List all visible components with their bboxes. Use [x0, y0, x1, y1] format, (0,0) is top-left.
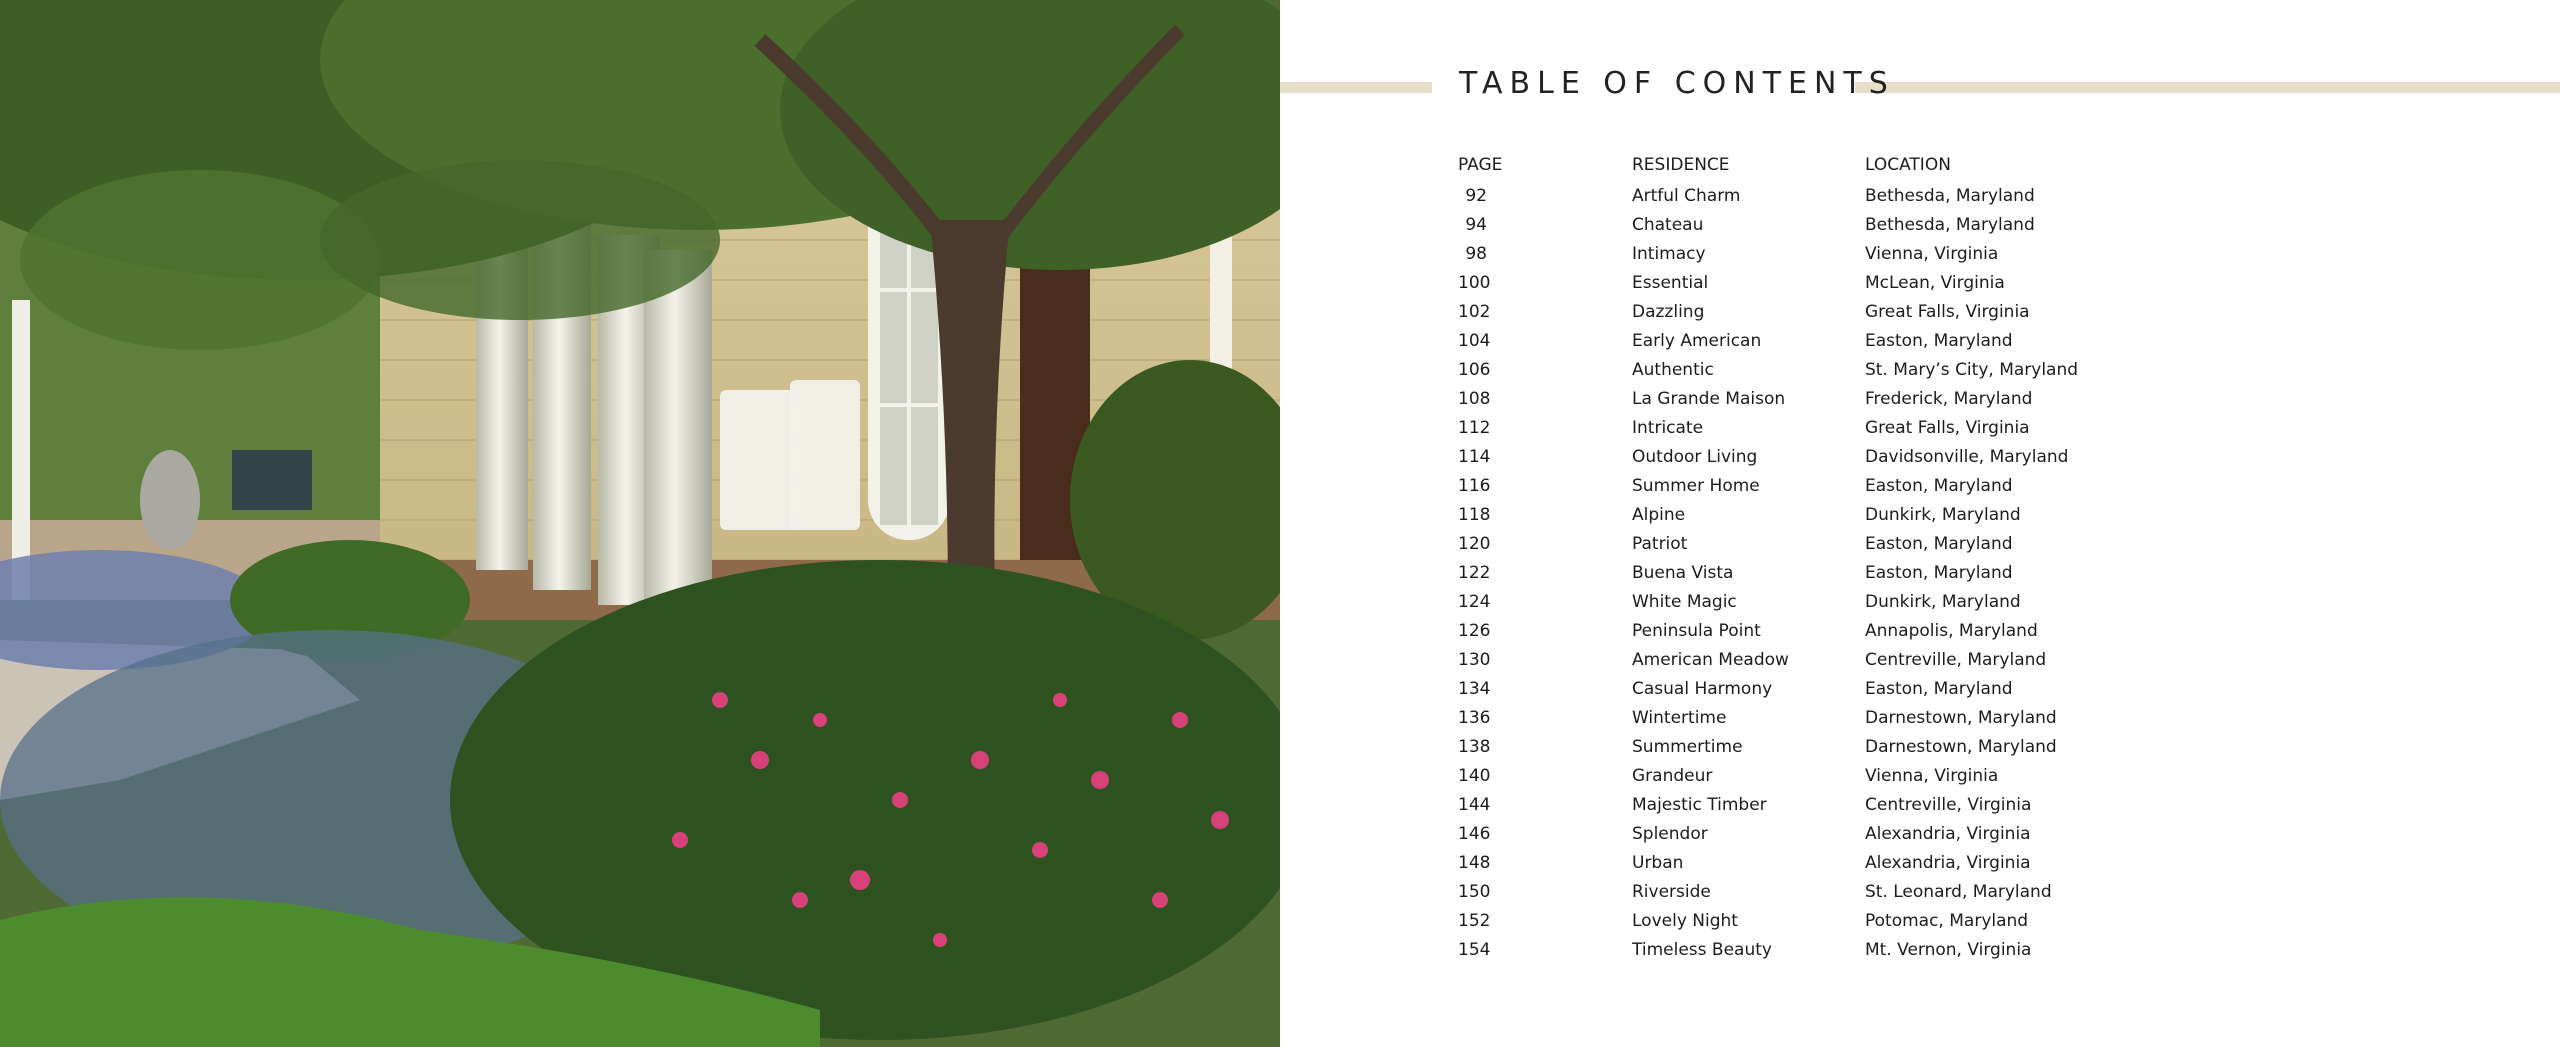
toc-residence: Wintertime	[1632, 707, 1727, 728]
toc-residence: Urban	[1632, 852, 1684, 873]
toc-residence: Casual Harmony	[1632, 678, 1773, 699]
toc-row	[1458, 877, 2125, 906]
toc-residence: Artful Charm	[1632, 185, 1741, 206]
toc-page-cell	[1458, 621, 1632, 641]
toc-row	[1458, 413, 2125, 442]
toc-page-number: 130	[1458, 649, 1491, 670]
toc-residence: Outdoor Living	[1632, 446, 1758, 467]
toc-residence: Early American	[1632, 330, 1762, 351]
toc-location: Mt. Vernon, Virginia	[1865, 939, 2032, 960]
toc-page-number: 144	[1458, 794, 1491, 815]
toc-row	[1458, 616, 2125, 645]
toc-location: Bethesda, Maryland	[1865, 214, 2035, 235]
toc-row	[1458, 848, 2125, 877]
toc-row	[1458, 355, 2125, 384]
toc-row	[1458, 819, 2125, 848]
toc-row	[1458, 442, 2125, 471]
toc-page-number: 94	[1465, 214, 1487, 235]
toc-page-cell	[1458, 331, 1632, 351]
toc-page-cell	[1458, 679, 1632, 699]
toc-row	[1458, 239, 2125, 268]
toc-location: Vienna, Virginia	[1865, 243, 1999, 264]
toc-page-cell	[1458, 302, 1632, 322]
toc-page-cell	[1458, 186, 1632, 206]
toc-page-number: 118	[1458, 504, 1491, 525]
toc-page-number: 98	[1465, 243, 1487, 264]
toc-location: Alexandria, Virginia	[1865, 852, 2031, 873]
toc-location: Annapolis, Maryland	[1865, 620, 2038, 641]
toc-rows	[1458, 181, 2125, 964]
toc-location: Bethesda, Maryland	[1865, 185, 2035, 206]
toc-location: Darnestown, Maryland	[1865, 707, 2057, 728]
toc-residence: Intimacy	[1632, 243, 1706, 264]
toc-location: Easton, Maryland	[1865, 330, 2013, 351]
toc-residence: Summer Home	[1632, 475, 1760, 496]
toc-page-cell	[1458, 476, 1632, 496]
header-residence: RESIDENCE	[1632, 155, 1730, 175]
toc-page-number: 150	[1458, 881, 1491, 902]
header-page: PAGE	[1458, 155, 1503, 175]
toc-row	[1458, 558, 2125, 587]
toc-location: Easton, Maryland	[1865, 533, 2013, 554]
toc-row	[1458, 529, 2125, 558]
toc-location: McLean, Virginia	[1865, 272, 2005, 293]
toc-page-number: 92	[1465, 185, 1487, 206]
title-rule-right	[1855, 82, 2560, 93]
toc-page-cell	[1458, 534, 1632, 554]
toc-location: Easton, Maryland	[1865, 475, 2013, 496]
toc-page-number: 102	[1458, 301, 1491, 322]
toc-page-cell	[1458, 795, 1632, 815]
toc-location: Centreville, Maryland	[1865, 649, 2047, 670]
toc-page-number: 100	[1458, 272, 1491, 293]
toc-page-number: 114	[1458, 446, 1491, 467]
toc-page-number: 112	[1458, 417, 1491, 438]
toc-page-cell	[1458, 418, 1632, 438]
toc-page-cell	[1458, 592, 1632, 612]
title-rule-left	[1280, 82, 1432, 93]
toc-location: Easton, Maryland	[1865, 678, 2013, 699]
toc-page-cell	[1458, 563, 1632, 583]
toc-residence: American Meadow	[1632, 649, 1789, 670]
toc-location: St. Mary’s City, Maryland	[1865, 359, 2079, 380]
toc-location: St. Leonard, Maryland	[1865, 881, 2052, 902]
toc-location: Davidsonville, Maryland	[1865, 446, 2069, 467]
toc-residence: Authentic	[1632, 359, 1714, 380]
toc-page-cell	[1458, 244, 1632, 264]
toc-title: TABLE OF CONTENTS	[1459, 66, 1895, 101]
toc-residence: Timeless Beauty	[1632, 939, 1772, 960]
toc-row	[1458, 326, 2125, 355]
toc-residence: Intricate	[1632, 417, 1704, 438]
toc-residence: Essential	[1632, 272, 1709, 293]
toc-residence: Grandeur	[1632, 765, 1713, 786]
toc-residence: Buena Vista	[1632, 562, 1734, 583]
toc-residence: La Grande Maison	[1632, 388, 1786, 409]
toc-row	[1458, 268, 2125, 297]
toc-page-number: 116	[1458, 475, 1491, 496]
toc-residence: Patriot	[1632, 533, 1688, 554]
toc-page-number: 122	[1458, 562, 1491, 583]
toc-residence: Summertime	[1632, 736, 1743, 757]
toc-page-number: 104	[1458, 330, 1491, 351]
toc-location: Frederick, Maryland	[1865, 388, 2033, 409]
toc-page-cell	[1458, 215, 1632, 235]
toc-page-number: 124	[1458, 591, 1491, 612]
toc-residence: Alpine	[1632, 504, 1686, 525]
toc-page-number: 106	[1458, 359, 1491, 380]
toc-page-cell	[1458, 389, 1632, 409]
toc-residence: Peninsula Point	[1632, 620, 1761, 641]
toc-header-row	[1458, 153, 2125, 177]
toc-page-number: 146	[1458, 823, 1491, 844]
toc-row	[1458, 297, 2125, 326]
toc-table	[1458, 153, 2125, 964]
toc-page-number: 138	[1458, 736, 1491, 757]
toc-residence: White Magic	[1632, 591, 1737, 612]
toc-page-cell	[1458, 766, 1632, 786]
toc-location: Potomac, Maryland	[1865, 910, 2029, 931]
toc-row	[1458, 703, 2125, 732]
toc-residence: Lovely Night	[1632, 910, 1738, 931]
toc-page-cell	[1458, 708, 1632, 728]
toc-row	[1458, 732, 2125, 761]
toc-residence: Chateau	[1632, 214, 1704, 235]
toc-page-number: 148	[1458, 852, 1491, 873]
toc-row	[1458, 906, 2125, 935]
toc-location: Darnestown, Maryland	[1865, 736, 2057, 757]
toc-location: Vienna, Virginia	[1865, 765, 1999, 786]
toc-residence: Majestic Timber	[1632, 794, 1767, 815]
toc-page-cell	[1458, 650, 1632, 670]
toc-page-number: 140	[1458, 765, 1491, 786]
toc-page-number: 120	[1458, 533, 1491, 554]
table-of-contents-page	[1280, 0, 2560, 1047]
toc-page-cell	[1458, 911, 1632, 931]
toc-residence: Splendor	[1632, 823, 1708, 844]
toc-location: Great Falls, Virginia	[1865, 301, 2030, 322]
toc-page-cell	[1458, 360, 1632, 380]
toc-row	[1458, 587, 2125, 616]
toc-page-cell	[1458, 505, 1632, 525]
toc-location: Centreville, Virginia	[1865, 794, 2032, 815]
toc-row	[1458, 471, 2125, 500]
toc-row	[1458, 674, 2125, 703]
toc-location: Alexandria, Virginia	[1865, 823, 2031, 844]
toc-page-cell	[1458, 824, 1632, 844]
toc-page-number: 136	[1458, 707, 1491, 728]
toc-row	[1458, 384, 2125, 413]
toc-page-cell	[1458, 882, 1632, 902]
toc-page-cell	[1458, 447, 1632, 467]
toc-row	[1458, 761, 2125, 790]
toc-page-number: 134	[1458, 678, 1491, 699]
toc-location: Easton, Maryland	[1865, 562, 2013, 583]
toc-row	[1458, 790, 2125, 819]
toc-page-cell	[1458, 853, 1632, 873]
toc-residence: Riverside	[1632, 881, 1711, 902]
toc-row	[1458, 210, 2125, 239]
toc-row	[1458, 645, 2125, 674]
toc-page-cell	[1458, 737, 1632, 757]
toc-row	[1458, 935, 2125, 964]
toc-page-cell	[1458, 940, 1632, 960]
toc-page-number: 126	[1458, 620, 1491, 641]
toc-location: Dunkirk, Maryland	[1865, 591, 2021, 612]
toc-page-number: 154	[1458, 939, 1491, 960]
toc-residence: Dazzling	[1632, 301, 1705, 322]
toc-page-cell	[1458, 273, 1632, 293]
toc-page-number: 152	[1458, 910, 1491, 931]
toc-location: Great Falls, Virginia	[1865, 417, 2030, 438]
toc-row	[1458, 181, 2125, 210]
header-location: LOCATION	[1865, 155, 1951, 175]
toc-page-number: 108	[1458, 388, 1491, 409]
toc-row	[1458, 500, 2125, 529]
toc-location: Dunkirk, Maryland	[1865, 504, 2021, 525]
